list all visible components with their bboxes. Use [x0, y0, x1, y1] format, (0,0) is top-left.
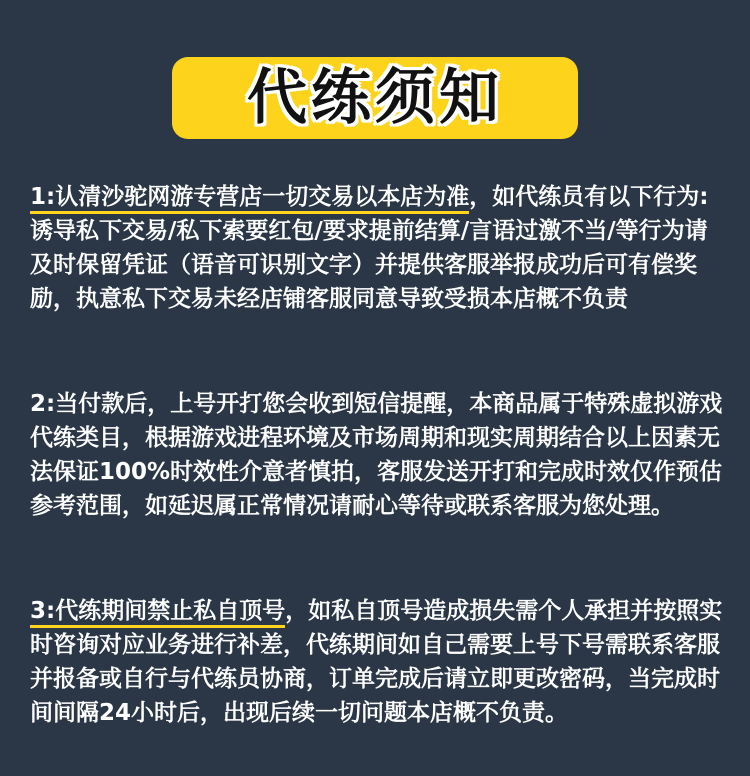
notice-item-2 — [30, 387, 725, 523]
notice-item-1 — [30, 180, 725, 316]
notice-1-text: ，如代练员有以下行为:诱导私下交易/私下索要红包/要求提前结算/言语过激不当/等行为请及时保留凭证（语音可识别文字）并提供客服举报成功后可有偿奖励，执意私下交易未经店铺客服同意导致受损本店概不负责 — [30, 184, 709, 312]
notice-item-3 — [30, 594, 725, 730]
notice-1-highlight: 1:认清沙驼网游专营店一切交易以本店为准 — [30, 184, 469, 214]
title-banner — [172, 57, 578, 139]
notice-3-highlight: 3:代练期间禁止私自顶号 — [30, 598, 285, 628]
notice-2-text: 2:当付款后，上号开打您会收到短信提醒，本商品属于特殊虚拟游戏代练类目，根据游戏进程环境及市场周期和现实周期结合以上因素无法保证100%时效性介意者慎拍，客服发送开打和完成时效仅作预估参考范围，如延迟属正常情况请耐心等待或联系客服为您处理。 — [30, 391, 723, 519]
notice-3-text: ，如私自顶号造成损失需个人承担并按照实时咨询对应业务进行补差，代练期间如自己需要上号下号需联系客服并报备或自行与代练员协商，订单完成后请立即更改密码，当完成时间间隔24小时后，出现后续一切问题本店概不负责。 — [30, 598, 723, 726]
page-title: 代练须知 — [247, 63, 503, 133]
